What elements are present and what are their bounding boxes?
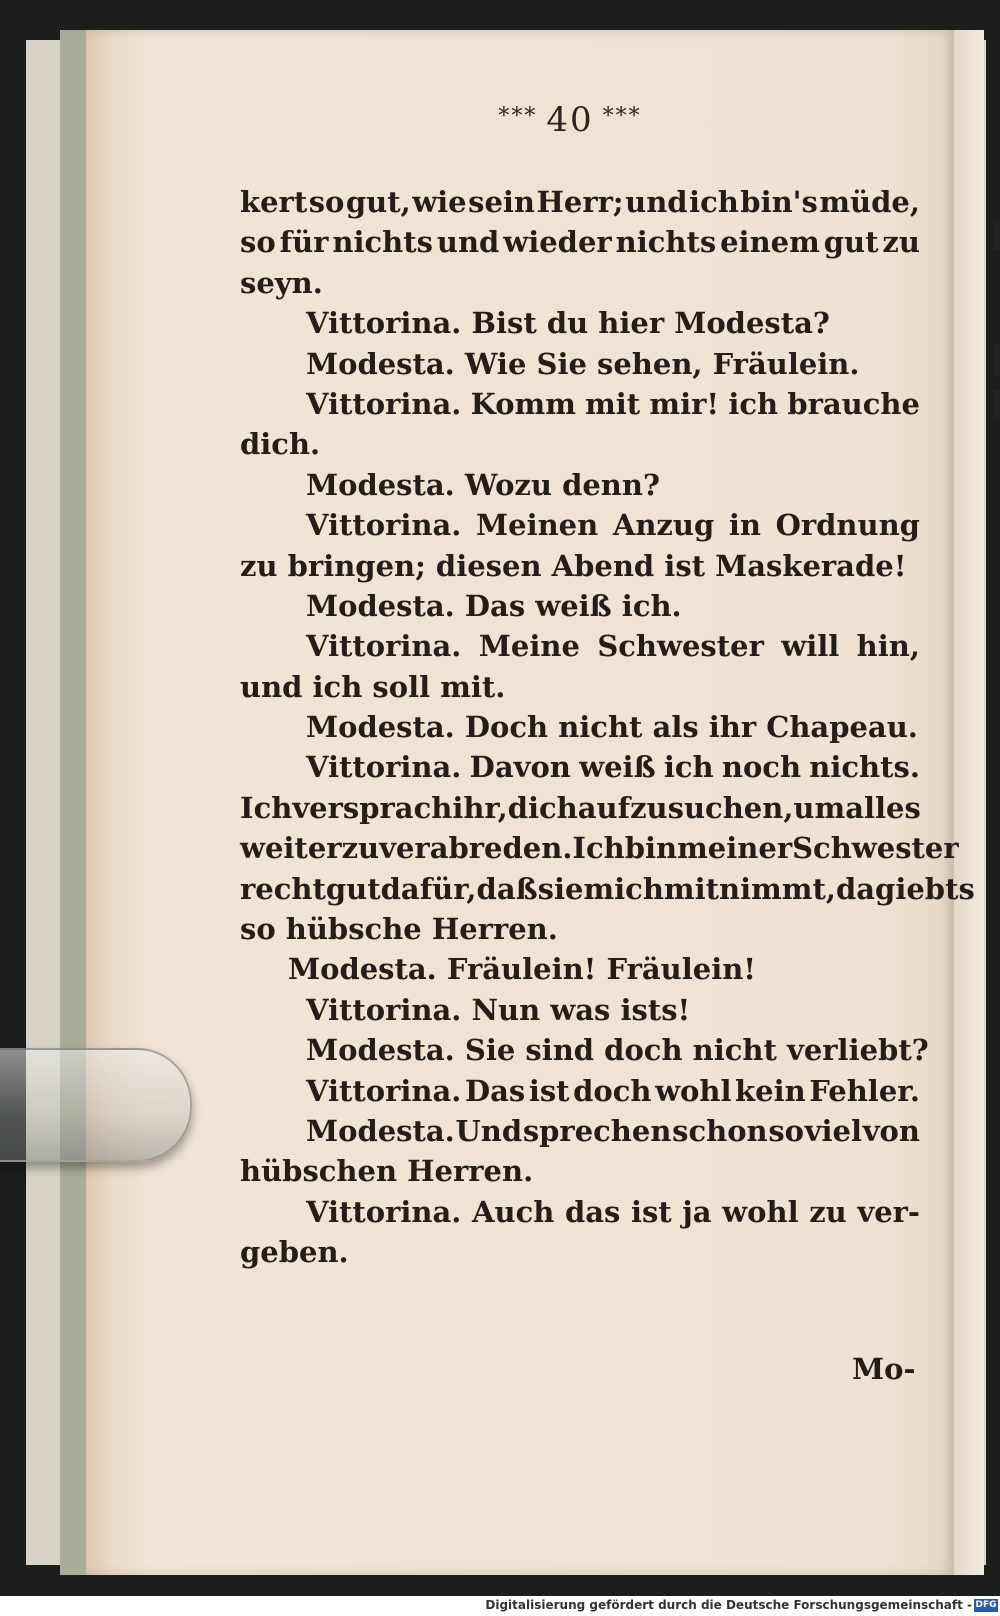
text-line	[240, 788, 920, 828]
text-line: und ich soll mit.	[240, 669, 506, 704]
word: Vittorina.	[306, 386, 462, 421]
word: Und	[455, 1113, 523, 1148]
word: bin's	[740, 185, 818, 219]
text-line: seyn.	[240, 265, 323, 300]
word: bin	[624, 831, 678, 866]
speaker-line	[240, 1111, 920, 1151]
text-line	[240, 828, 959, 868]
word: ich	[689, 185, 739, 219]
word: für	[279, 225, 329, 260]
text-line: dich.	[240, 427, 321, 462]
word: Anzug	[612, 508, 715, 543]
word: da	[835, 871, 876, 906]
word: nichts.	[809, 750, 920, 785]
dfg-logo: DFG	[975, 1600, 997, 1610]
word: ist	[528, 1073, 570, 1108]
word: kein	[735, 1073, 806, 1108]
word: Ich	[572, 831, 625, 866]
word: mir!	[649, 386, 720, 421]
word: wohl	[655, 1073, 732, 1108]
word: in	[728, 508, 761, 543]
page-header	[440, 100, 700, 140]
footer-credit: Digitalisierung gefördert durch die Deutsche Forschungsgemeinschaft -	[485, 1598, 972, 1612]
page-text	[240, 182, 975, 1273]
speaker-line	[240, 384, 920, 424]
word: sein	[468, 185, 536, 219]
word: meiner	[677, 831, 793, 866]
word: alles	[845, 790, 921, 825]
word: weiß	[579, 750, 656, 785]
word: zu	[341, 831, 380, 866]
word: Meinen	[476, 508, 599, 543]
word: versprach	[292, 790, 453, 825]
glass-page-weight	[0, 1048, 192, 1162]
text-line	[240, 222, 920, 262]
word: Ich	[240, 790, 293, 825]
word: Schwester	[597, 629, 764, 664]
word: zu	[809, 1194, 847, 1229]
word: das	[564, 1194, 621, 1229]
word: gut	[823, 225, 879, 260]
page-gutter	[954, 30, 984, 1575]
text-line	[240, 182, 920, 222]
word: ich	[728, 386, 779, 421]
word: einem	[720, 225, 820, 260]
speaker-line	[240, 1192, 920, 1232]
word: dafür,	[380, 871, 477, 906]
word: kert	[240, 185, 308, 219]
word: sie	[537, 871, 584, 906]
word: Modesta.	[306, 1113, 455, 1148]
word: wohl	[722, 1194, 799, 1229]
word: daß	[476, 871, 538, 906]
gutter-mark	[993, 220, 1000, 250]
word: ihr,	[452, 790, 508, 825]
word: Fehler.	[809, 1073, 920, 1108]
word: mich	[583, 871, 664, 906]
speaker-line	[240, 747, 920, 787]
word: Vittorina.	[306, 1194, 462, 1229]
speaker-line: Modesta. Sie sind doch nicht verliebt?	[306, 1033, 929, 1068]
word: schon	[672, 1113, 768, 1148]
word: nichts	[332, 225, 433, 260]
speaker-line: Modesta. Wozu denn?	[306, 467, 660, 502]
word: Meine	[478, 629, 580, 664]
word: hin,	[856, 629, 920, 664]
speaker-line	[240, 626, 920, 666]
speaker-line	[240, 1071, 920, 1111]
word: gut,	[345, 185, 411, 219]
word: nichts	[615, 225, 717, 260]
word: so	[308, 185, 345, 219]
word: so	[768, 1113, 804, 1148]
word: von	[862, 1113, 920, 1148]
word: mitnimmt,	[663, 871, 836, 906]
header-ornament-left: ***	[498, 104, 547, 129]
word: doch	[573, 1073, 652, 1108]
word: aufzusuchen,	[577, 790, 794, 825]
word: Auch	[472, 1194, 555, 1229]
word: dich	[507, 790, 578, 825]
speaker-line: Modesta. Wie Sie sehen, Fräulein.	[306, 346, 860, 381]
word: Vittorina.	[306, 629, 462, 664]
word: sprechen	[522, 1113, 672, 1148]
word: ver-	[857, 1194, 920, 1229]
word: und	[625, 185, 688, 219]
word: Das	[464, 1073, 526, 1108]
word: mit	[585, 386, 641, 421]
text-line: so hübsche Herren.	[240, 912, 558, 947]
word: ich	[663, 750, 714, 785]
word: viel	[804, 1113, 863, 1148]
catchword: Mo-	[852, 1352, 916, 1386]
text-line: hübschen Herren.	[240, 1154, 534, 1189]
word: zu	[882, 225, 920, 260]
word: will	[781, 629, 840, 664]
word: ja	[682, 1194, 712, 1229]
gutter-mark	[993, 345, 1000, 375]
word: giebts	[875, 871, 975, 906]
page-number: 40	[546, 100, 594, 140]
word: verabreden.	[379, 831, 573, 866]
word: weiter	[240, 831, 342, 866]
word: und	[436, 225, 500, 260]
word: brauche	[787, 386, 920, 421]
word: Davon	[469, 750, 571, 785]
speaker-line	[240, 505, 920, 545]
speaker-line: Modesta. Fräulein! Fräulein!	[288, 952, 757, 987]
word: noch	[721, 750, 802, 785]
word: recht	[240, 871, 326, 906]
text-line: geben.	[240, 1235, 349, 1270]
speaker-line: Modesta. Doch nicht als ihr Chapeau.	[306, 710, 918, 745]
word: Ordnung	[775, 508, 920, 543]
word: müde,	[819, 185, 920, 219]
word: wie	[412, 185, 467, 219]
text-line: zu bringen; diesen Abend ist Maskerade!	[240, 548, 907, 583]
word: ist	[630, 1194, 672, 1229]
word: Schwester	[792, 831, 959, 866]
speaker-line: Vittorina. Nun was ists!	[306, 992, 691, 1027]
word: gut	[325, 871, 381, 906]
word: Vittorina.	[306, 1073, 462, 1108]
gutter-mark	[993, 390, 1000, 420]
word: Komm	[470, 386, 576, 421]
word: Herr;	[536, 185, 624, 219]
speaker-line: Vittorina. Bist du hier Modesta?	[306, 306, 830, 341]
word: so	[240, 225, 276, 260]
header-ornament-right: ***	[593, 104, 642, 129]
word: Vittorina.	[306, 508, 462, 543]
text-line	[240, 869, 975, 909]
word: wieder	[503, 225, 612, 260]
speaker-line: Modesta. Das weiß ich.	[306, 588, 682, 623]
word: Vittorina.	[306, 750, 462, 785]
word: um	[793, 790, 846, 825]
